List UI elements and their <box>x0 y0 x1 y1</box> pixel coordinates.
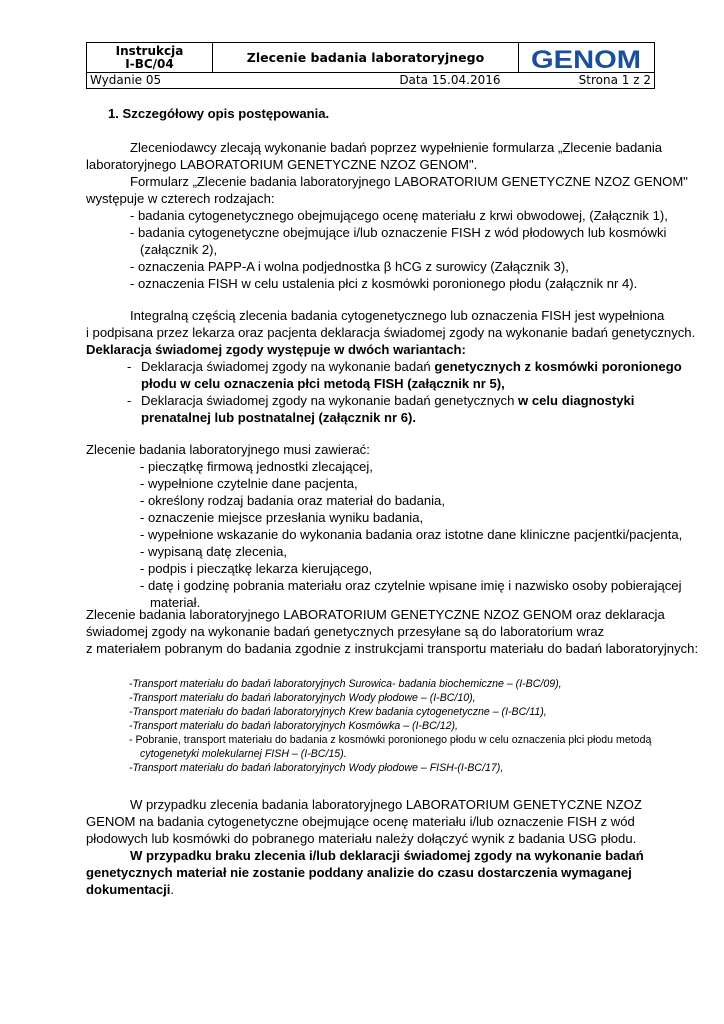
bullet-dash: - <box>127 359 132 374</box>
paragraph-line: i podpisana przez lekarza oraz pacjenta deklaracja świadomej zgody na wykonanie badań genetycznych. <box>86 325 696 340</box>
section-heading: 1. Szczegółowy opis postępowania. <box>108 106 330 121</box>
edition: Wydanie 05 <box>90 73 162 87</box>
paragraph-line: Zlecenie badania laboratoryjnego LABORATORIUM GENETYCZNE NZOZ GENOM oraz deklaracja <box>86 607 665 622</box>
list-item: - datę i godzinę pobrania materiału oraz czytelnie wpisane imię i nazwisko osoby pobierającej <box>140 578 682 593</box>
page-number: Strona 1 z 2 <box>578 73 651 87</box>
list-item-cont: materiał. <box>150 595 201 610</box>
list-item: - oznaczenie miejsce przesłania wyniku badania, <box>140 510 424 525</box>
declaration-item-cont: płodu w celu oznaczenia płci metodą FISH (załącznik nr 5), <box>141 376 505 391</box>
document-header <box>86 42 655 89</box>
paragraph-line: laboratoryjnego LABORATORIUM GENETYCZNE NZOZ GENOM". <box>86 157 478 172</box>
bullet-dash: - <box>127 393 132 408</box>
list-item: - podpis i pieczątkę lekarza kierującego, <box>140 561 373 576</box>
paragraph-line: dokumentacji. <box>86 882 175 897</box>
paragraph-line: W przypadku zlecenia badania laboratoryjnego LABORATORIUM GENETYCZNE NZOZ <box>130 797 642 812</box>
genom-logo <box>531 46 643 72</box>
transport-item: -Transport materiału do badań laboratoryjnych Surowica- badania biochemiczne – (I-BC/09), <box>129 678 562 690</box>
document-title: Zlecenie badania laboratoryjnego <box>213 43 519 73</box>
list-item: - określony rodzaj badania oraz materiał do badania, <box>140 493 445 508</box>
declaration-item: Deklaracja świadomej zgody na wykonanie badań genetycznych w celu diagnostyki <box>141 393 635 408</box>
list-item: - badania cytogenetycznego obejmującego ocenę materiału z krwi obwodowej, (Załącznik 1), <box>130 208 668 223</box>
declaration-item: Deklaracja świadomej zgody na wykonanie badań genetycznych z kosmówki poronionego <box>141 359 682 374</box>
list-item: - oznaczenia FISH w celu ustalenia płci z kosmówki poronionego płodu (załącznik nr 4). <box>130 276 638 291</box>
paragraph-line: Formularz „Zlecenie badania laboratoryjnego LABORATORIUM GENETYCZNE NZOZ GENOM" <box>130 174 688 189</box>
paragraph-line: płodowych lub kosmówki do pobranego materiału należy dołączyć wynik z badania USG płodu. <box>86 831 637 846</box>
list-item: - wypisaną datę zlecenia, <box>140 544 288 559</box>
paragraph-line: występuje w czterech rodzajach: <box>86 191 275 206</box>
transport-item-cont: cytogenetyki molekularnej FISH – (I-BC/15). <box>140 748 347 760</box>
instruction-label: Instrukcja <box>115 43 184 58</box>
paragraph-line-bold: Deklaracja świadomej zgody występuje w dwóch wariantach: <box>86 342 466 357</box>
list-item: - oznaczenia PAPP-A i wolna podjednostka β hCG z surowicy (Załącznik 3), <box>130 259 569 274</box>
paragraph-line: świadomej zgody na wykonanie badań genetycznych przesyłane są do laboratorium wraz <box>86 624 605 639</box>
list-item: - wypełnione czytelnie dane pacjenta, <box>140 476 358 491</box>
instruction-cell <box>87 43 213 73</box>
transport-item: -Transport materiału do badań laboratoryjnych Wody płodowe – (I-BC/10), <box>129 692 476 704</box>
genom-logo-cell <box>519 43 655 73</box>
list-item: - badania cytogenetyczne obejmujące i/lub oznaczenie FISH z wód płodowych lub kosmówki <box>130 225 667 240</box>
list-item-cont: (załącznik 2), <box>140 242 218 257</box>
paragraph-line: Zlecenie badania laboratoryjnego musi zawierać: <box>86 442 370 457</box>
paragraph-line-bold: genetycznych materiał nie zostanie poddany analizie do czasu dostarczenia wymaganej <box>86 865 632 880</box>
declaration-item-cont: prenatalnej lub postnatalnej (załącznik nr 6). <box>141 410 417 425</box>
issue-date: Data 15.04.2016 <box>399 73 501 87</box>
transport-item: -Transport materiału do badań laboratoryjnych Wody płodowe – FISH-(I-BC/17), <box>129 762 504 774</box>
transport-item: -Transport materiału do badań laboratoryjnych Kosmówka – (I-BC/12), <box>129 720 458 732</box>
list-item: - wypełnione wskazanie do wykonania badania oraz istotne dane kliniczne pacjentki/pacjenta, <box>140 527 683 542</box>
paragraph-line: Integralną częścią zlecenia badania cytogenetycznego lub oznaczenia FISH jest wypełniona <box>130 308 665 323</box>
transport-item: -Transport materiału do badań laboratoryjnych Krew badania cytogenetyczne – (I-BC/11), <box>129 706 547 718</box>
logo-text: GENOM <box>530 45 641 72</box>
paragraph-line-bold: W przypadku braku zlecenia i/lub deklaracji świadomej zgody na wykonanie badań <box>130 848 644 863</box>
list-item: - pieczątkę firmową jednostki zlecającej, <box>140 459 373 474</box>
transport-item: - Pobranie, transport materiału do badania z kosmówki poronionego płodu w celu oznaczenia płci płodu metodą <box>129 734 652 746</box>
instruction-code: I-BC/04 <box>125 56 174 71</box>
paragraph-line: Zleceniodawcy zlecają wykonanie badań poprzez wypełnienie formularza „Zlecenie badania <box>130 140 663 155</box>
paragraph-line: GENOM na badania cytogenetyczne obejmujące ocenę materiału i/lub oznaczenie FISH z wód <box>86 814 635 829</box>
paragraph-line: z materiałem pobranym do badania zgodnie z instrukcjami transportu materiału do badań laboratoryjnych: <box>86 641 699 656</box>
meta-row <box>87 73 655 89</box>
